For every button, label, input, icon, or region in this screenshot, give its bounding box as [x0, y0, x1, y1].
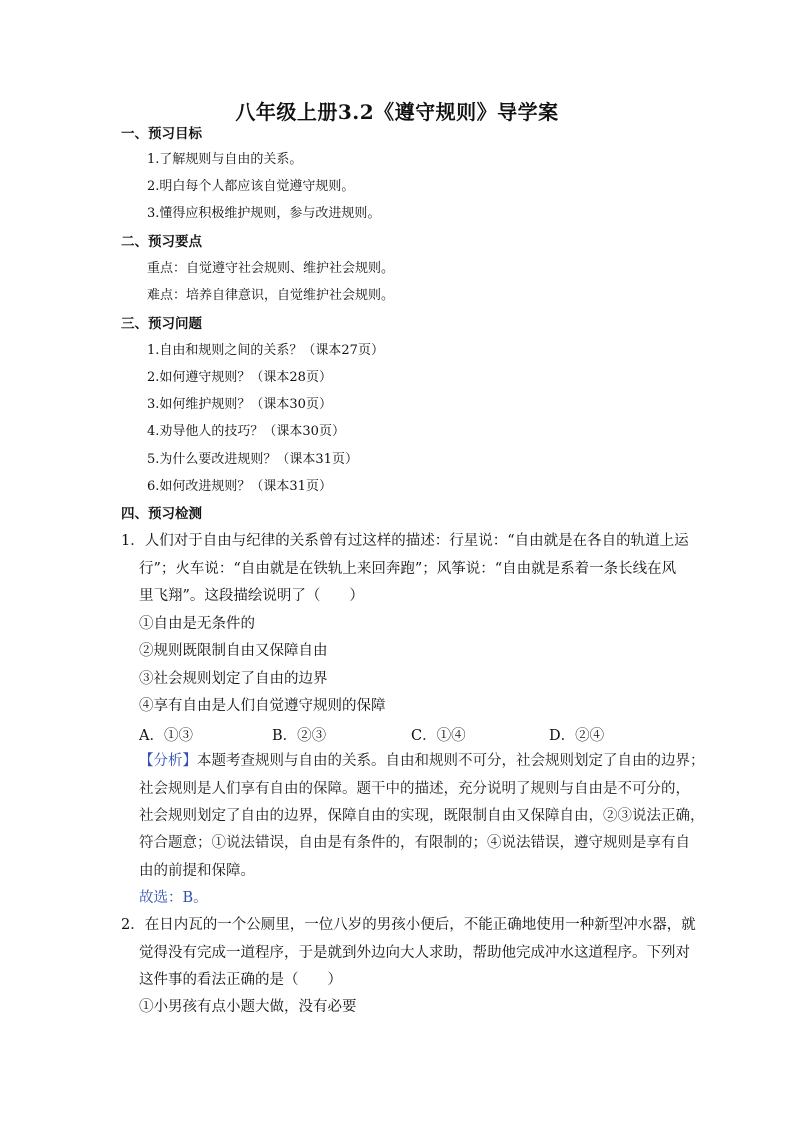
q1-answer: 故选：B。 [139, 890, 208, 906]
q1-statement: ②规则既限制自由又保障自由 [139, 643, 328, 659]
q1-analysis-line: 社会规则是人们享有自由的保障。题干中的描述，充分说明了规则与自由是不可分的， [139, 781, 690, 797]
key-point-item: 重点：自觉遵守社会规则、维护社会规则。 [147, 261, 395, 276]
question-item: 6.如何改进规则？（课本31页） [147, 479, 332, 494]
section-heading-check: 四、预习检测 [121, 506, 202, 522]
q1-option-a: A．①③ [139, 728, 193, 744]
q1-statement: ①自由是无条件的 [139, 616, 255, 632]
q2-statement: ①小男孩有点小题大做，没有必要 [139, 999, 357, 1015]
question-item: 1.自由和规则之间的关系？（课本27页） [147, 343, 384, 358]
q1-analysis-line: 由的前提和保障。 [139, 863, 255, 879]
question-item: 4.劝导他人的技巧？（课本30页） [147, 424, 345, 439]
q1-option-b: B．②③ [272, 728, 327, 744]
q1-stem-line: 里飞翔”。这段描绘说明了（ ） [139, 588, 364, 604]
q1-option-c: C．①④ [411, 728, 466, 744]
objective-item: 3.懂得应积极维护规则，参与改进规则。 [147, 206, 381, 221]
objective-item: 1.了解规则与自由的关系。 [147, 152, 303, 167]
question-item: 5.为什么要改进规则？（课本31页） [147, 452, 358, 467]
page-title: 八年级上册3.2《遵守规则》导学案 [235, 100, 559, 124]
q1-option-d: D．②④ [549, 728, 605, 744]
section-heading-objectives: 一、预习目标 [121, 126, 202, 142]
q2-stem-line: 这件事的看法正确的是（ ） [139, 972, 342, 988]
q1-analysis-line: 符合题意；①说法错误，自由是有条件的，有限制的；④说法错误，遵守规则是享有自 [139, 835, 690, 851]
q2-stem-line: 2．在日内瓦的一个公厕里，一位八岁的男孩小便后，不能正确地使用一种新型冲水器，就 [121, 917, 696, 933]
q1-analysis-line: 【分析】本题考查规则与自由的关系。自由和规则不可分，社会规则划定了自由的边界； [139, 753, 705, 769]
q2-stem-line: 觉得没有完成一道程序，于是就到外边向大人求助，帮助他完成冲水这道程序。下列对 [139, 945, 690, 961]
section-heading-key-points: 二、预习要点 [121, 234, 202, 250]
objective-item: 2.明白每个人都应该自觉遵守规则。 [147, 179, 355, 194]
q1-stem-line: 1．人们对于自由与纪律的关系曾有过这样的描述：行星说：“自由就是在各自的轨道上运 [121, 533, 689, 549]
q1-analysis-line: 社会规则划定了自由的边界，保障自由的实现，既限制自由又保障自由，②③说法正确， [139, 808, 705, 824]
q1-statement: ④享有自由是人们自觉遵守规则的保障 [139, 698, 386, 714]
question-item: 3.如何维护规则？（课本30页） [147, 397, 332, 412]
key-point-item: 难点：培养自律意识，自觉维护社会规则。 [147, 288, 395, 303]
analysis-label: 【分析】 [139, 753, 197, 769]
q1-statement: ③社会规则划定了自由的边界 [139, 671, 328, 687]
q1-stem-line: 行”；火车说：“自由就是在铁轨上来回奔跑”；风筝说：“自由就是系着一条长线在风 [139, 561, 677, 577]
question-item: 2.如何遵守规则？（课本28页） [147, 370, 332, 385]
section-heading-questions: 三、预习问题 [121, 316, 202, 332]
